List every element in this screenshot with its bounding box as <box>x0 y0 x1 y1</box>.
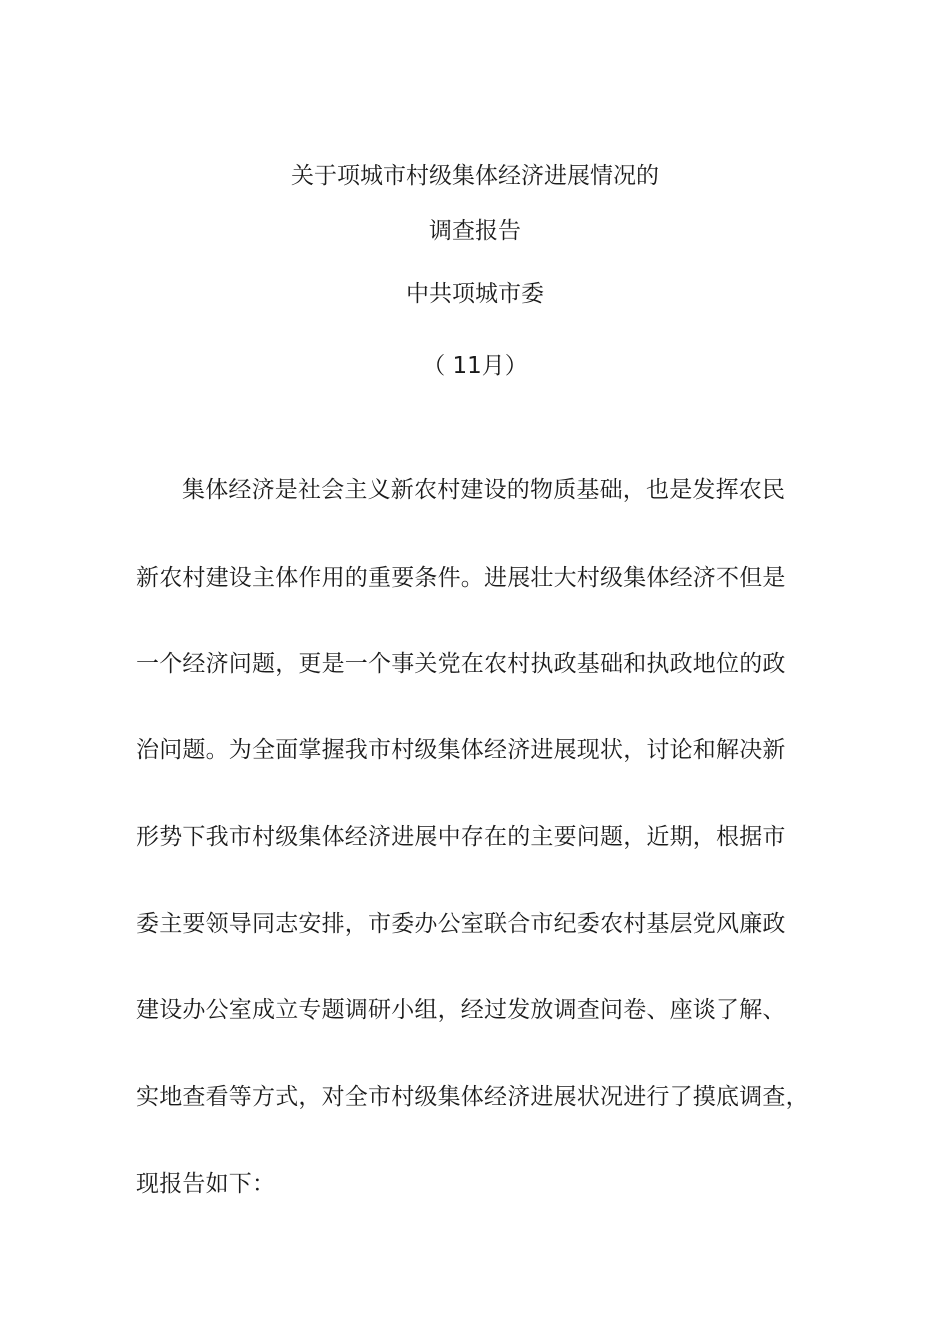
paragraph-line: 现报告如下： <box>136 1171 276 1197</box>
paragraph-line: 治问题。为全面掌握我市村级集体经济进展现状，讨论和解决新 <box>136 737 786 763</box>
paragraph-line: 集体经济是社会主义新农村建设的物质基础，也是发挥农民 <box>182 477 786 503</box>
title-line-2: 调查报告 <box>429 218 521 244</box>
date-line: （ 11月） <box>422 353 528 379</box>
paragraph-line: 实地查看等方式，对全市村级集体经济进展状况进行了摸底调查， <box>136 1084 809 1110</box>
paragraph-line: 建设办公室成立专题调研小组，经过发放调查问卷、座谈了解、 <box>136 997 786 1023</box>
paragraph-line: 形势下我市村级集体经济进展中存在的主要问题，近期，根据市 <box>136 824 786 850</box>
paragraph-line: 一个经济问题，更是一个事关党在农村执政基础和执政地位的政 <box>136 651 786 677</box>
paragraph-line: 新农村建设主体作用的重要条件。进展壮大村级集体经济不但是 <box>136 565 786 591</box>
title-line-1: 关于项城市村级集体经济进展情况的 <box>291 163 659 189</box>
paragraph-line: 委主要领导同志安排，市委办公室联合市纪委农村基层党风廉政 <box>136 911 786 937</box>
author-line: 中共项城市委 <box>406 281 544 307</box>
